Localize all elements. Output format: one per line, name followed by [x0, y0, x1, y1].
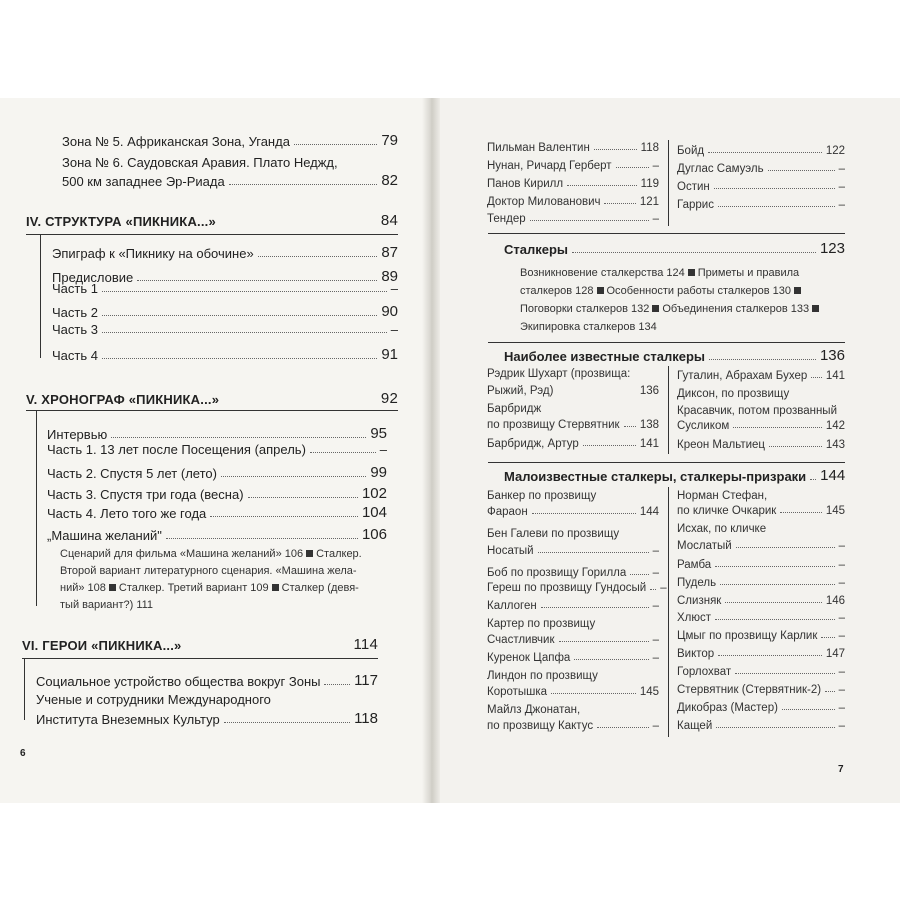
toc-entry	[677, 439, 845, 451]
column-divider	[668, 366, 669, 454]
entry-text: Дикобраз (Мастер)	[677, 702, 778, 714]
page-ref: 95	[370, 425, 387, 442]
leader-dots	[718, 655, 822, 656]
square-bullet-icon	[794, 287, 801, 294]
section-heading	[504, 240, 845, 257]
leader-dots	[583, 445, 636, 446]
leader-dots	[718, 206, 835, 207]
sub-entry: Возникновение сталкерства 124	[520, 267, 685, 279]
toc-entry	[487, 720, 659, 732]
entry-text: Доктор Милованович	[487, 196, 601, 208]
entry-text: Исхак, по кличке	[677, 523, 767, 535]
page-ref: 119	[640, 178, 659, 190]
entry-text: Института Внеземных Культур	[36, 712, 220, 727]
section-rule	[488, 233, 845, 234]
page-ref: 118	[640, 142, 659, 154]
entry-text: Хлюст	[677, 612, 712, 624]
page-ref: 141	[639, 438, 659, 450]
toc-entry	[487, 438, 659, 450]
page-ref: –	[838, 666, 845, 678]
entry-text: Коротышка	[487, 686, 548, 698]
leader-dots	[650, 589, 656, 590]
leader-dots	[102, 291, 387, 292]
page-ref: 138	[639, 419, 659, 431]
square-bullet-icon	[597, 287, 604, 294]
page-ref: –	[379, 442, 387, 457]
entry-text: Кащей	[677, 720, 713, 732]
leader-dots	[810, 479, 816, 480]
entry-text: Дуглас Самуэль	[677, 163, 764, 175]
toc-entry	[487, 600, 659, 612]
toc-entry	[487, 567, 659, 579]
entry-text: 500 км западнее Эр-Риада	[62, 174, 225, 189]
entry-text: Пудель	[677, 577, 717, 589]
entry-text: Цмыг по прозвищу Карлик	[677, 630, 818, 642]
sub-entry: Объединения сталкеров 133	[662, 303, 810, 315]
entry-text: Гуталин, Абрахам Бухер	[677, 370, 808, 382]
toc-entry	[36, 672, 378, 689]
section-rule	[26, 234, 398, 235]
entry-text: Рамба	[677, 559, 712, 571]
toc-entry	[677, 199, 845, 211]
page-number: 6	[20, 748, 26, 759]
leader-dots	[551, 693, 636, 694]
page-ref: –	[838, 612, 845, 624]
entry-text: Красавчик, потом прозванный	[677, 405, 838, 417]
page-ref: 118	[354, 710, 378, 727]
sub-entry: Сталкер (девя-	[281, 582, 359, 594]
page-ref: 104	[361, 504, 387, 521]
toc-entry	[47, 425, 387, 442]
page-ref: 84	[380, 212, 398, 229]
entry-text: Часть 2. Спустя 5 лет (лето)	[47, 466, 217, 481]
section-vertical-rule	[36, 410, 37, 606]
page-ref: –	[660, 582, 667, 594]
page-ref: 90	[381, 303, 398, 320]
page-ref: 79	[381, 132, 398, 149]
square-bullet-icon	[109, 584, 116, 591]
entry-text: Слизняк	[677, 595, 722, 607]
page-ref: –	[838, 559, 845, 571]
page-ref: 141	[825, 370, 845, 382]
page-ref: 145	[825, 505, 845, 517]
page-ref: 143	[825, 439, 845, 451]
sub-entry: Второй вариант литературного сценария. «Машина жела-	[60, 565, 357, 577]
entry-text: по прозвищу Кактус	[487, 720, 594, 732]
leader-dots	[716, 727, 834, 728]
section-title: V. ХРОНОГРАФ «ПИКНИКА...»	[26, 392, 220, 407]
page-ref: 91	[381, 346, 398, 363]
page-ref: –	[652, 545, 659, 557]
leader-dots	[102, 332, 387, 333]
leader-dots	[769, 446, 822, 447]
entry-text: Виктор	[677, 648, 715, 660]
entry-text: Часть 2	[52, 305, 98, 320]
entry-text: Горлохват	[677, 666, 732, 678]
entry-text: Барбридж	[487, 403, 542, 415]
toc-entry	[47, 442, 387, 457]
entry-text: Носатый	[487, 545, 534, 557]
leader-dots	[210, 516, 358, 517]
leader-dots	[630, 574, 648, 575]
section-title: Наиболее известные сталкеры	[504, 349, 706, 364]
toc-entry	[62, 132, 398, 149]
sub-entry: сталкеров 128	[520, 285, 594, 297]
entry-text: Пильман Валентин	[487, 142, 590, 154]
entry-text: Часть 3	[52, 322, 98, 337]
leader-dots	[532, 513, 636, 514]
leader-dots	[725, 602, 821, 603]
leader-dots	[294, 144, 377, 145]
entry-text: Гереш по прозвищу Гундосый	[487, 582, 647, 594]
sub-entry: Экипировка сталкеров 134	[520, 321, 657, 333]
page-ref: 146	[825, 595, 845, 607]
entry-text: Сусликом	[677, 420, 730, 432]
entry-text: Банкер по прозвищу	[487, 490, 597, 502]
page-ref: –	[652, 634, 659, 646]
page-ref: –	[838, 577, 845, 589]
subsection-list	[60, 546, 390, 614]
leader-dots	[102, 358, 377, 359]
leader-dots	[258, 256, 378, 257]
entry-text: Зона № 5. Африканская Зона, Уганда	[62, 134, 290, 149]
leader-dots	[597, 727, 649, 728]
page-ref: –	[652, 160, 659, 172]
square-bullet-icon	[652, 305, 659, 312]
toc-entry	[677, 684, 845, 696]
toc-entry	[487, 196, 659, 208]
page-ref: 147	[825, 648, 845, 660]
page-ref: –	[838, 163, 845, 175]
toc-entry	[487, 634, 659, 646]
leader-dots	[624, 426, 636, 427]
page-number: 7	[838, 764, 844, 775]
leader-dots	[714, 188, 835, 189]
entry-text: Каллоген	[487, 600, 537, 612]
page-ref: –	[838, 702, 845, 714]
toc-entry	[677, 145, 845, 157]
leader-dots	[782, 709, 835, 710]
toc-entry	[677, 370, 845, 382]
section-rule	[26, 410, 398, 411]
page-ref: –	[390, 322, 398, 337]
section-heading	[22, 636, 378, 653]
entry-text: Рэдрик Шухарт (прозвища:	[487, 368, 631, 380]
toc-entry	[677, 595, 845, 607]
entry-text: Мослатый	[677, 540, 732, 552]
page-ref: 89	[381, 268, 398, 285]
page-ref: 122	[825, 145, 845, 157]
leader-dots	[709, 359, 816, 360]
toc-entry	[677, 181, 845, 193]
leader-dots	[715, 619, 835, 620]
leader-dots	[538, 552, 649, 553]
section-heading	[26, 390, 398, 407]
toc-entry	[677, 630, 845, 642]
column-divider	[668, 140, 669, 226]
entry-text: Стервятник (Стервятник-2)	[677, 684, 822, 696]
entry-text: Фараон	[487, 506, 528, 518]
section-title: Малоизвестные сталкеры, сталкеры-призраки	[504, 469, 807, 484]
entry-text: Часть 4	[52, 348, 98, 363]
sub-entry: Сталкер.	[316, 548, 362, 560]
page-ref: –	[652, 567, 659, 579]
page-ref: 121	[639, 196, 659, 208]
page-ref: 144	[820, 467, 846, 484]
leader-dots	[221, 476, 366, 477]
leader-dots	[310, 452, 376, 453]
entry-text: „Машина желаний"	[47, 528, 162, 543]
toc-entry	[677, 505, 845, 517]
entry-text: Социальное устройство общества вокруг Зоны	[36, 674, 321, 689]
leader-dots	[559, 641, 649, 642]
leader-dots	[166, 538, 358, 539]
entry-text: Часть 1. 13 лет после Посещения (апрель)	[47, 442, 306, 457]
leader-dots	[821, 637, 834, 638]
page-ref: 123	[819, 240, 845, 257]
toc-entry	[487, 213, 659, 225]
toc-entry	[677, 163, 845, 175]
section-rule	[488, 462, 845, 463]
entry-text: Гаррис	[677, 199, 714, 211]
page-ref: –	[838, 181, 845, 193]
entry-text: Диксон, по прозвищу	[677, 388, 790, 400]
toc-entry	[52, 346, 398, 363]
leader-dots	[567, 185, 637, 186]
entry-text: Линдон по прозвищу	[487, 670, 598, 682]
toc-entry	[47, 526, 387, 543]
page-ref: 145	[639, 686, 659, 698]
leader-dots	[768, 170, 835, 171]
toc-entry	[677, 612, 845, 624]
leader-dots	[811, 377, 822, 378]
toc-entry	[52, 281, 398, 296]
leader-dots	[708, 152, 822, 153]
page-ref: –	[652, 720, 659, 732]
toc-entry	[487, 142, 659, 154]
page-ref: 92	[380, 390, 398, 407]
entry-text: Куренок Цапфа	[487, 652, 571, 664]
section-title: Сталкеры	[504, 242, 569, 257]
section-title: VI. ГЕРОИ «ПИКНИКА...»	[22, 638, 182, 653]
leader-dots	[720, 584, 835, 585]
leader-dots	[530, 220, 649, 221]
page-ref: –	[838, 540, 845, 552]
entry-text: Рыжий, Рэд)	[487, 385, 554, 397]
entry-text: Нунан, Ричард Герберт	[487, 160, 612, 172]
section-heading	[504, 347, 845, 364]
entry-text: по кличке Очкарик	[677, 505, 777, 517]
toc-entry	[36, 710, 378, 727]
page-ref: 82	[381, 172, 398, 189]
page-ref: 136	[639, 385, 659, 397]
book-gutter	[422, 98, 440, 803]
page-ref: –	[838, 199, 845, 211]
leader-dots	[825, 691, 834, 692]
leader-dots	[102, 315, 377, 316]
page-ref: 142	[825, 420, 845, 432]
toc-entry-line: Зона № 6. Саудовская Аравия. Плато Неджд,	[62, 155, 338, 170]
leader-dots	[248, 497, 358, 498]
toc-entry	[52, 244, 398, 261]
section-vertical-rule	[40, 234, 41, 358]
entry-text: Бен Галеви по прозвищу	[487, 528, 620, 540]
page-ref: 87	[381, 244, 398, 261]
square-bullet-icon	[812, 305, 819, 312]
entry-text: Норман Стефан,	[677, 490, 768, 502]
entry-text: Часть 4. Лето того же года	[47, 506, 207, 521]
toc-entry	[487, 178, 659, 190]
entry-text: Эпиграф к «Пикнику на обочине»	[52, 246, 254, 261]
leader-dots	[604, 203, 635, 204]
leader-dots	[541, 607, 649, 608]
page-ref: –	[390, 281, 398, 296]
subsection-list	[520, 264, 840, 336]
square-bullet-icon	[306, 550, 313, 557]
leader-dots	[574, 659, 648, 660]
entry-text: Бойд	[677, 145, 705, 157]
entry-text: Боб по прозвищу Горилла	[487, 567, 627, 579]
toc-entry	[677, 540, 845, 552]
toc-entry	[487, 419, 659, 431]
page-ref: 106	[361, 526, 387, 543]
toc-entry	[487, 545, 659, 557]
section-title: IV. СТРУКТУРА «ПИКНИКА...»	[26, 214, 216, 229]
page-ref: 117	[354, 672, 378, 689]
leader-dots	[324, 684, 350, 685]
toc-entry	[677, 666, 845, 678]
entry-text: Панов Кирилл	[487, 178, 564, 190]
page-ref: 114	[353, 636, 378, 653]
page-ref: –	[838, 720, 845, 732]
entry-text: Интервью	[47, 427, 108, 442]
toc-entry	[47, 464, 387, 481]
toc-entry	[677, 648, 845, 660]
leader-dots	[229, 184, 378, 185]
leader-dots	[780, 512, 821, 513]
entry-text: Остин	[677, 181, 710, 193]
toc-entry	[487, 582, 667, 594]
page-ref: –	[838, 630, 845, 642]
leader-dots	[616, 167, 649, 168]
entry-text: Часть 3. Спустя три года (весна)	[47, 487, 244, 502]
leader-dots	[594, 149, 637, 150]
sub-entry: ний» 108	[60, 582, 106, 594]
toc-entry	[52, 303, 398, 320]
entry-text: Тендер	[487, 213, 526, 225]
section-heading	[26, 212, 398, 229]
square-bullet-icon	[272, 584, 279, 591]
toc-entry-line: Ученые и сотрудники Международного	[36, 692, 271, 707]
toc-entry	[677, 720, 845, 732]
toc-entry	[487, 652, 659, 664]
section-rule	[488, 342, 845, 343]
entry-text: Креон Мальтиец	[677, 439, 766, 451]
entry-text: Часть 1	[52, 281, 98, 296]
page-ref: –	[838, 684, 845, 696]
square-bullet-icon	[688, 269, 695, 276]
leader-dots	[735, 673, 834, 674]
leader-dots	[111, 437, 366, 438]
toc-entry	[52, 322, 398, 337]
sub-entry: Сталкер. Третий вариант 109	[118, 582, 269, 594]
page-ref: 136	[819, 347, 845, 364]
toc-entry	[487, 385, 659, 397]
toc-entry	[47, 485, 387, 502]
section-heading	[504, 467, 845, 484]
toc-entry	[677, 577, 845, 589]
toc-entry	[62, 172, 398, 189]
leader-dots	[715, 566, 834, 567]
entry-text: Счастливчик	[487, 634, 555, 646]
leader-dots	[736, 547, 835, 548]
toc-entry	[487, 506, 659, 518]
page-ref: –	[652, 213, 659, 225]
column-divider	[668, 487, 669, 737]
leader-dots	[572, 252, 816, 253]
sub-entry: Сценарий для фильма «Машина желаний» 106	[60, 548, 304, 560]
page-ref: 102	[361, 485, 387, 502]
sub-entry: тый вариант?) 111	[60, 599, 154, 611]
leader-dots	[733, 427, 822, 428]
page-ref: –	[652, 652, 659, 664]
entry-text: Предисловие	[52, 270, 134, 285]
section-vertical-rule	[24, 658, 25, 720]
entry-text: Картер по прозвищу	[487, 618, 596, 630]
entry-text: Майлз Джонатан,	[487, 704, 581, 716]
toc-entry	[677, 420, 845, 432]
page-ref: 99	[370, 464, 387, 481]
sub-entry: Приметы и правила	[697, 267, 800, 279]
toc-entry	[47, 504, 387, 521]
sub-entry: Особенности работы сталкеров 130	[606, 285, 792, 297]
entry-text: Барбридж, Артур	[487, 438, 579, 450]
page-ref: –	[652, 600, 659, 612]
toc-entry	[677, 702, 845, 714]
leader-dots	[224, 722, 350, 723]
toc-entry	[487, 160, 659, 172]
sub-entry: Поговорки сталкеров 132	[520, 303, 650, 315]
entry-text: по прозвищу Стервятник	[487, 419, 620, 431]
page-ref: 144	[639, 506, 659, 518]
section-rule	[22, 658, 378, 659]
toc-entry	[487, 686, 659, 698]
toc-entry	[677, 559, 845, 571]
